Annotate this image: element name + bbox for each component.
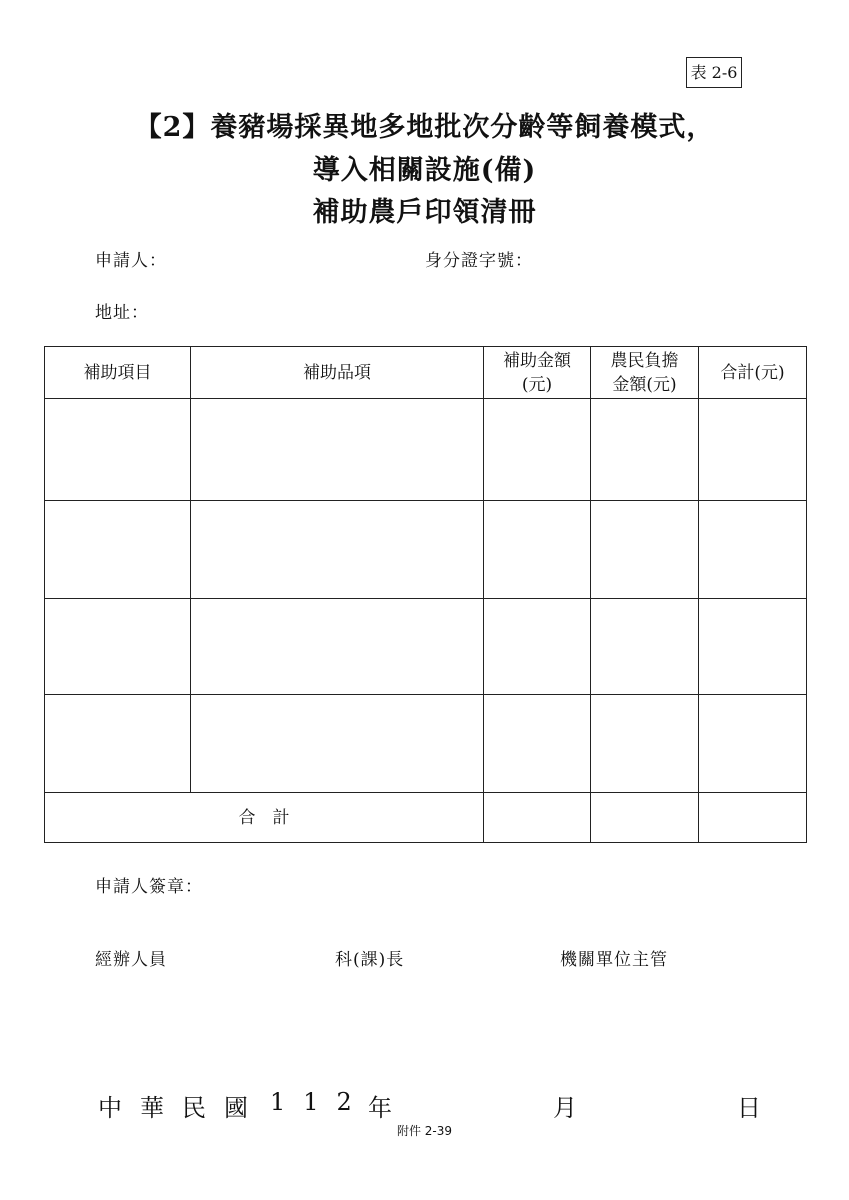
table-row <box>45 501 807 599</box>
title-line-2: 導入相關設施(備) <box>312 155 537 186</box>
form-number-box: 表 2-6 <box>686 57 742 88</box>
address-label: 地址： <box>95 303 149 323</box>
header-subsidy-line2: (元) <box>521 374 553 395</box>
header-total: 合計(元) <box>699 347 807 399</box>
section-chief-label: 科(課)長 <box>335 950 405 970</box>
agency-head-label: 機關單位主管 <box>560 950 668 970</box>
header-farmer-amount <box>591 347 699 399</box>
date-era: 中華民國 <box>98 1094 266 1122</box>
date-year-unit: 年 <box>368 1094 410 1122</box>
header-product: 補助品項 <box>191 347 484 399</box>
header-farmer-line1: 農民負擔 <box>610 350 679 371</box>
total-row-label: 合 計 <box>45 793 484 843</box>
date-year: 112 <box>270 1088 370 1116</box>
header-item: 補助項目 <box>45 347 191 399</box>
page-footer: 附件 2-39 <box>396 1124 453 1138</box>
applicant-label: 申請人： <box>95 251 167 271</box>
table-total-row <box>45 793 807 843</box>
handler-label: 經辦人員 <box>95 950 167 970</box>
table-header-row <box>45 347 807 399</box>
table-row <box>45 399 807 501</box>
table-row <box>45 695 807 793</box>
header-farmer-line2: 金額(元) <box>612 374 677 395</box>
header-subsidy-line1: 補助金額 <box>503 350 571 371</box>
applicant-seal-label: 申請人簽章： <box>95 877 203 897</box>
header-subsidy-amount <box>484 347 591 399</box>
title-line-1: 【2】養豬場採異地多地批次分齡等飼養模式， <box>134 112 715 143</box>
subsidy-table <box>44 346 807 843</box>
title-line-3: 補助農戶印領清冊 <box>312 197 537 228</box>
table-row <box>45 599 807 695</box>
date-day-unit: 日 <box>737 1094 779 1122</box>
id-number-label: 身分證字號： <box>425 251 533 271</box>
date-month-unit: 月 <box>553 1094 595 1122</box>
